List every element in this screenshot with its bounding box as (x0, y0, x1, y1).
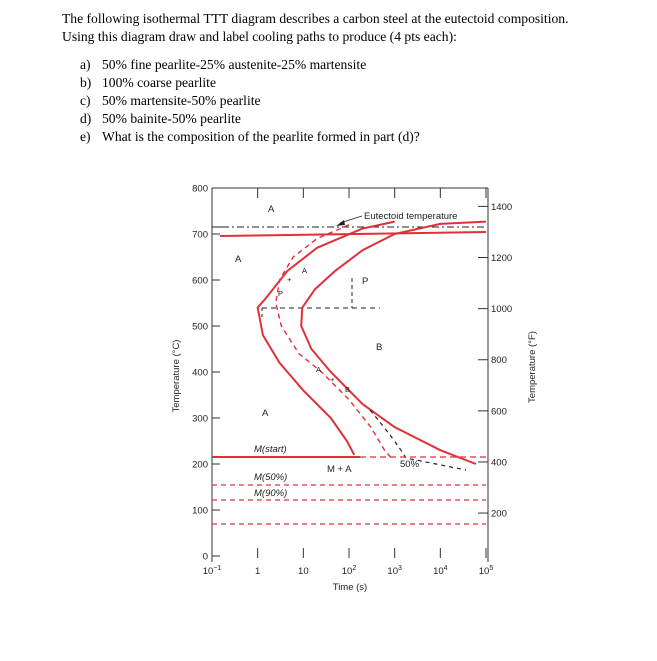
y-tick-label-c: 700 (192, 229, 208, 241)
x-tick-exponent: −1 (213, 565, 222, 572)
region-label-p: P (362, 276, 369, 287)
x-tick-label: 1 (255, 566, 261, 577)
y-tick-label-f: 1200 (491, 253, 513, 265)
y-tick-label-f: 200 (491, 508, 507, 520)
x-tick-exponent: 2 (352, 565, 357, 572)
question-part-b: b) 100% coarse pearlite (80, 75, 216, 90)
x-ticks (203, 188, 494, 577)
y-axis-label-left: Temperature (°C) (171, 339, 182, 413)
y-tick-label-c: 500 (192, 321, 208, 333)
question-intro-line1: The following isothermal TTT diagram describes a carbon steel at the eutectoid composition. (62, 11, 569, 26)
y-tick-label-c: 400 (192, 367, 208, 379)
y-tick-label-c: 0 (202, 551, 208, 563)
x-tick-exponent: 3 (398, 565, 402, 572)
y-tick-label-f: 600 (491, 406, 507, 418)
y-ticks-fahrenheit (478, 202, 512, 520)
small-label-a-upper: A (302, 266, 308, 275)
region-label-a-left: A (235, 254, 242, 265)
x-tick-label: $10^5$ (478, 565, 494, 577)
y-tick-label-c: 200 (192, 459, 208, 471)
question-intro-line2: Using this diagram draw and label cooling paths to produce (4 pts each): (62, 29, 457, 44)
region-label-b: B (376, 342, 383, 353)
x-tick-exponent: 4 (443, 565, 448, 572)
y-ticks-celsius (192, 184, 220, 563)
y-axis-label-right: Temperature (°F) (527, 331, 538, 403)
question-part-e: e) What is the composition of the pearlite formed in part (d)? (80, 129, 420, 144)
x-tick-label: $10^3$ (387, 565, 402, 577)
eutectoid-arrowhead (336, 220, 345, 226)
plus-marker: + (287, 275, 292, 284)
region-label-a-bottom: A (262, 408, 269, 419)
y-tick-label-c: 100 (192, 505, 208, 517)
x-axis-label: Time (s) (332, 582, 368, 593)
plus-marker: + (330, 375, 335, 384)
small-label-a-lower: A (316, 365, 322, 374)
region-label-a-top: A (268, 204, 275, 215)
y-tick-label-f: 1000 (491, 304, 513, 316)
small-label-p: P (278, 289, 284, 298)
question-part-a: a) 50% fine pearlite-25% austenite-25% martensite (80, 57, 367, 72)
x-tick-label: $10^{-1}$ (202, 565, 222, 577)
y-tick-label-f: 800 (491, 355, 507, 367)
y-tick-label-f: 400 (491, 457, 507, 469)
x-tick-label: 10 (298, 566, 309, 577)
question-part-d: d) 50% bainite-50% pearlite (80, 111, 241, 126)
x-tick-label: $10^4$ (433, 565, 448, 577)
label-m-50: M(50%) (254, 472, 288, 483)
x-tick-exponent: 5 (489, 565, 494, 572)
small-label-b: B (345, 385, 351, 394)
x-tick-label: $10^2$ (341, 565, 357, 577)
y-tick-label-c: 600 (192, 275, 208, 287)
region-label-m-plus-a: M + A (327, 464, 352, 475)
label-m-start: M(start) (254, 444, 287, 455)
curve-start-transformation (258, 222, 395, 455)
y-tick-label-c: 800 (192, 183, 208, 195)
eutectoid-label: Eutectoid temperature (364, 211, 458, 222)
y-tick-label-f: 1400 (491, 201, 513, 213)
question-part-c: c) 50% martensite-50% pearlite (80, 93, 261, 108)
label-m-90: M(90%) (254, 488, 288, 499)
label-fifty-percent: 50% (400, 459, 420, 470)
y-tick-label-c: 300 (192, 413, 208, 425)
curve-end-transformation (301, 222, 486, 464)
transformation-curves (258, 222, 486, 464)
